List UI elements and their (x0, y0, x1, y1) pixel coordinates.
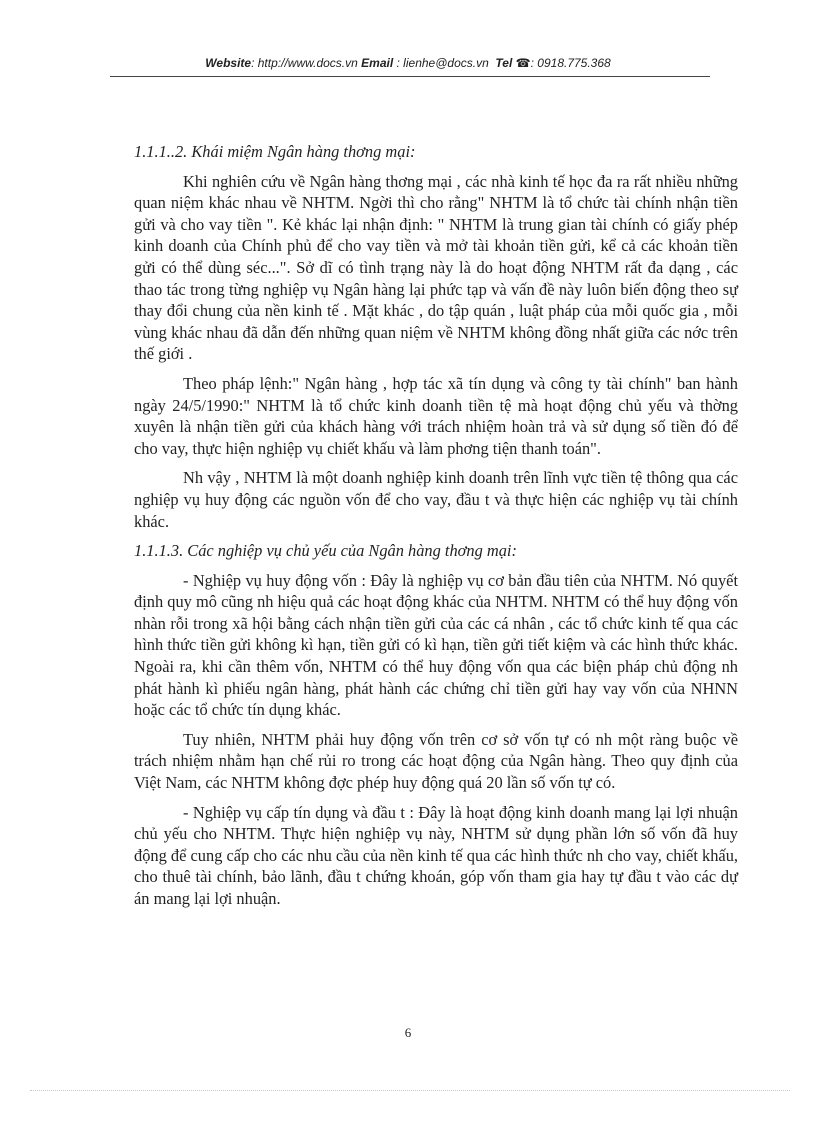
document-body (134, 141, 738, 918)
section-heading-definition: 1.1.1..2. Khái miệm Ngân hàng thơng mại: (134, 142, 416, 161)
paragraph: - Nghiệp vụ huy động vốn : Đây là nghiệp vụ cơ bản đầu tiên của NHTM. Nó quyết định quy mô cũng nh hiệu quả các hoạt động khác của NHTM. NHTM có thể huy động vốn nhàn rỗi trong xã hội bằng cách nhận tiền gửi của các cá nhân , các tổ chức kinh tế qua các hình thức tiền gửi không kì hạn, tiền gửi có kì hạn, tiền gửi tiết kiệm và các hình thức khác. Ngoài ra, khi cần thêm vốn, NHTM có thể huy động vốn qua các biện pháp chủ động nh phát hành kì phiếu ngân hàng, phát hành các chứng chỉ tiền gửi hay vay vốn của NHNN hoặc các tổ chức tín dụng khác. (134, 570, 738, 720)
website-label: Website (205, 56, 252, 70)
paragraph: Tuy nhiên, NHTM phải huy động vốn trên cơ sở vốn tự có nh một ràng buộc về trách nhiệm nhằm hạn chế rủi ro trong các hoạt động của Ngân hàng. Theo quy định của Việt Nam, các NHTM không đợc phép huy động quá 20 lần số vốn tự có. (134, 729, 738, 793)
paragraph: Theo pháp lệnh:" Ngân hàng , hợp tác xã tín dụng và công ty tài chính" ban hành ngày 24/5/1990:" NHTM là tổ chức kinh doanh tiền tệ mà hoạt động chủ yếu và thờng xuyên là nhận tiền gửi của khách hàng với trách nhiệm hoàn trả và sử dụng số tiền đó để cho vay, thực hiện nghiệp vụ chiết khấu và làm phơng tiện thanh toán". (134, 373, 738, 458)
page-header (110, 56, 706, 70)
tel-value: : 0918.775.368 (530, 56, 611, 70)
header-rule (110, 76, 710, 77)
tel-label: Tel (495, 56, 513, 70)
email-label: Email (361, 56, 394, 70)
website-value: : http://www.docs.vn (251, 56, 358, 70)
page-number: 6 (404, 1025, 412, 1040)
section-heading-operations: 1.1.1.3. Các nghiệp vụ chủ yếu của Ngân hàng thơng mại: (134, 541, 517, 561)
paragraph: Khi nghiên cứu về Ngân hàng thơng mại , các nhà kinh tế học đa ra rất nhiều những quan niệm khác nhau về NHTM. Ngời thì cho rằng" NHTM là tổ chức tài chính nhận tiền gửi và cho vay tiền ". Kẻ khác lại nhận định: " NHTM là trung gian tài chính có giấy phép kinh doanh của Chính phủ để cho vay tiền và mở tài khoản tiền gửi, kể cả các khoản tiền gửi có thể dùng séc...". Sở dĩ có tình trạng này là do hoạt động NHTM rất đa dạng , các thao tác trong từng nghiệp vụ Ngân hàng lại phức tạp và vấn đề này luôn biến động theo sự thay đổi chung của nền kinh tế . Mặt khác , do tập quán , luật pháp của mỗi quốc gia , mỗi vùng khác nhau đã dẫn đến những quan niệm về NHTM không đồng nhất giữa các nớc trên thế giới . (134, 171, 738, 364)
email-value: : lienhe@docs.vn (396, 56, 489, 70)
phone-icon: ☎ (515, 56, 531, 70)
footer-rule (30, 1090, 790, 1091)
paragraph: - Nghiệp vụ cấp tín dụng và đầu t : Đây là hoạt động kinh doanh mang lại lợi nhuận chủ yếu cho NHTM. Thực hiện nghiệp vụ này, NHTM sử dụng phần lớn số vốn đã huy động để cung cấp cho các nhu cầu của nền kinh tế qua các hình thức nh cho vay, chiết khấu, cho thuê tài chính, bảo lãnh, đầu t chứng khoán, góp vốn tham gia hay tự đầu t vào các dự án mang lại lợi nhuận. (134, 802, 738, 908)
paragraph: Nh vậy , NHTM là một doanh nghiệp kinh doanh trên lĩnh vực tiền tệ thông qua các nghiệp vụ huy động các nguồn vốn để cho vay, đầu t và thực hiện các nghiệp vụ tài chính khác. (134, 468, 738, 531)
